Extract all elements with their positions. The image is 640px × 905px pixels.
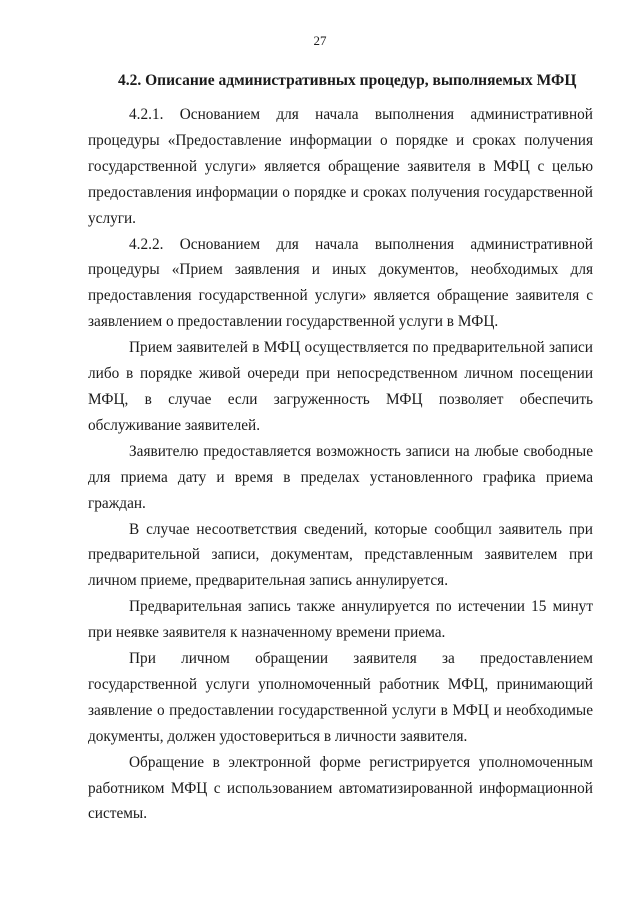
page-number: 27 [313, 33, 327, 48]
paragraph-reception-order: Прием заявителей в МФЦ осуществляется по предварительной записи либо в порядке живой очереди при непосредственном личном посещении МФЦ, в случае если загруженность МФЦ позволяет обеспечить обслуживание заявителей. [88, 339, 593, 434]
paragraph-mismatch-cancel: В случае несоответствия сведений, которые сообщил заявитель при предварительной записи, документам, представленным заявителем при личном приеме, предварительная запись аннулируется. [88, 520, 593, 590]
paragraph-4-2-1: 4.2.1. Основанием для начала выполнения административной процедуры «Предоставление информации о порядке и сроках получения государственной услуги» является обращение заявителя в МФЦ с целью предоставления информации о порядке и сроках получения государственной услуги. [88, 106, 593, 227]
paragraph-electronic-registration: Обращение в электронной форме регистрируется уполномоченным работником МФЦ с использованием автоматизированной информационной системы. [88, 753, 593, 823]
paragraph-identity-check: При личном обращении заявителя за предоставлением государственной услуги уполномоченный работник МФЦ, принимающий заявление о предоставлении государственной услуги в МФЦ и необходимые документы, должен удостовериться в личности заявителя. [88, 650, 593, 745]
paragraph-appointment-booking: Заявителю предоставляется возможность записи на любые свободные для приема дату и время в пределах установленного графика приема граждан. [88, 442, 593, 512]
paragraph-4-2-2: 4.2.2. Основанием для начала выполнения административной процедуры «Прием заявления и иных документов, необходимых для предоставления государственной услуги» является обращение заявителя с заявлением о предоставлении государственной услуги в МФЦ. [88, 235, 593, 331]
section-heading: 4.2. Описание административных процедур, выполняемых МФЦ [118, 72, 577, 89]
paragraph-no-show-cancel: Предварительная запись также аннулируется по истечении 15 минут при неявке заявителя к назначенному времени приема. [88, 598, 593, 642]
document-body [88, 102, 593, 827]
